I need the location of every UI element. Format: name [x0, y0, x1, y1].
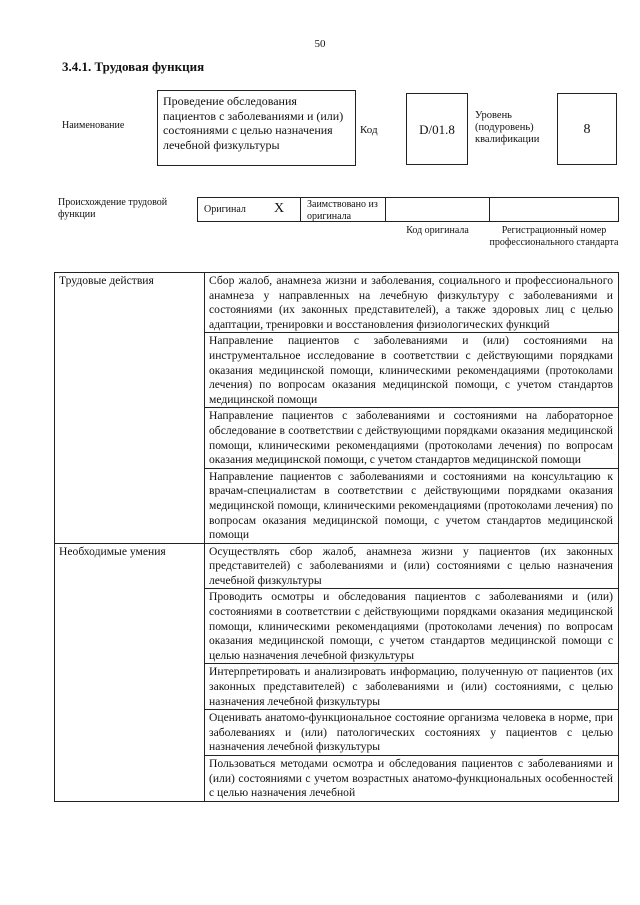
- list-item: Пользоваться методами осмотра и обследования пациентов с заболеваниями и (или) состояниями с учетом возрастных анатомо-функциональных особенностей с целью назначения лечебной: [205, 756, 619, 802]
- list-item: Направление пациентов с заболеваниями и (или) состояниями на инструментальное исследование в соответствии с действующими порядками оказания медицинской помощи, клиническими рекомендациями (протоколами лечения) по вопросам оказания медицинской помощи, с учетом стандартов медицинской помощи: [205, 333, 619, 408]
- level-label: Уровень (подуровень) квалификации: [475, 110, 540, 145]
- section-title: 3.4.1. Трудовая функция: [62, 59, 205, 74]
- level-value: 8: [583, 122, 591, 137]
- original-code-caption: Код оригинала: [406, 225, 469, 236]
- level-box: [557, 93, 617, 165]
- reg-number-caption: Регистрационный номер профессионального стандарта: [489, 225, 619, 248]
- original-label: Оригинал: [204, 204, 246, 215]
- code-value: D/01.8: [419, 122, 455, 137]
- function-details-table: [54, 272, 619, 802]
- function-name-box: [157, 90, 356, 166]
- code-box: [406, 93, 468, 165]
- code-label: Код: [360, 124, 378, 136]
- table-row: [55, 543, 619, 589]
- original-cell: [197, 197, 301, 222]
- original-code-cell: [385, 197, 490, 222]
- borrowed-cell: [300, 197, 386, 222]
- row-label-skills: Необходимые умения: [55, 543, 205, 801]
- page-number: 50: [314, 38, 326, 50]
- list-item: Сбор жалоб, анамнеза жизни и заболевания, социального и профессионального анамнеза у направленных на лечебную физкультуру с заболеваниями и состояниями (их законных представителей), а также здоровых лиц с целью адаптации, тренировки и восстановления физиологических функций: [205, 273, 619, 333]
- original-mark: X: [274, 201, 285, 216]
- list-item: Направление пациентов с заболеваниями и состояниями на лабораторное обследование в соответствии с действующими порядками оказания медицинской помощи, клиническими рекомендациями (протоколами лечения) по вопросам оказания медицинской помощи, с учетом стандартов медицинской помощи: [205, 408, 619, 468]
- list-item: Интерпретировать и анализировать информацию, полученную от пациентов (их законных представителей) с заболеваниями и (или) состояниями, с целью назначения лечебной физкультуры: [205, 664, 619, 710]
- list-item: Проводить осмотры и обследования пациентов с заболеваниями и (или) состояниями в соответствии с действующими порядками оказания медицинской помощи, клиническими рекомендациями (протоколами лечения) по вопросам оказания медицинской помощи, с учетом стандартов медицинской помощи с целью назначения лечебной физкультуры: [205, 589, 619, 664]
- row-label-actions: Трудовые действия: [55, 273, 205, 544]
- reg-number-cell: [489, 197, 619, 222]
- list-item: Направление пациентов с заболеваниями и состояниями на консультацию к врачам-специалистам в соответствии с действующими порядками оказания медицинской помощи, клиническими рекомендациями (протоколами лечения) по вопросам оказания медицинской помощи, с учетом стандартов медицинской помощи: [205, 468, 619, 543]
- name-label: Наименование: [62, 120, 125, 131]
- borrowed-label: Заимствовано из оригинала: [307, 199, 378, 222]
- list-item: Оценивать анатомо-функциональное состояние организма человека в норме, при заболеваниях и (или) патологических состояниях у пациентов с целью назначения лечебной физкультуры: [205, 710, 619, 756]
- list-item: Осуществлять сбор жалоб, анамнеза жизни у пациентов (их законных представителей) с заболеваниями и (или) состояниями с целью назначения лечебной физкультуры: [205, 543, 619, 589]
- table-row: [55, 273, 619, 333]
- function-name-value: Проведение обследования пациентов с заболеваниями и (или) состояниями с целью назначения лечебной физкультуры: [163, 94, 344, 152]
- origin-label: Происхождение трудовой функции: [58, 197, 168, 220]
